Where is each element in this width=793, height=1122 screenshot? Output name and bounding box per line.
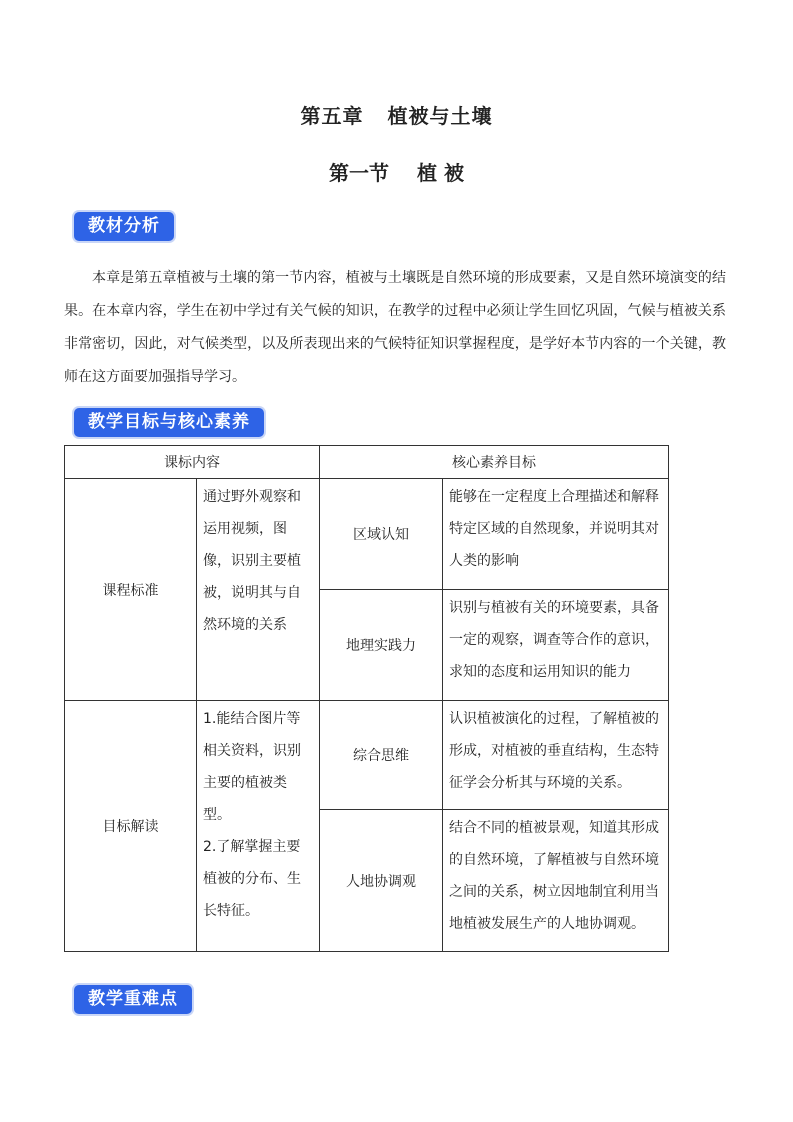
interpretation-content [197, 701, 320, 952]
goal-name: 人地协调观 [320, 810, 443, 952]
table-row [65, 479, 669, 590]
row-label-interpretation: 目标解读 [65, 701, 197, 952]
chapter-title [0, 100, 793, 129]
section-title [0, 157, 793, 186]
section-name: 植 被 [417, 161, 464, 185]
table-header-row [65, 446, 669, 479]
badge-textbook-analysis: 教材分析 [74, 212, 174, 241]
goal-desc-text: 识别与植被有关的环境要素，具备一定的观察，调查等合作的意识，求知的态度和运用知识的能力 [449, 600, 659, 680]
chapter-number: 第五章 [300, 104, 364, 128]
goal-desc [443, 479, 669, 590]
header-standard-content: 课标内容 [65, 446, 320, 479]
goal-desc [443, 810, 669, 952]
analysis-paragraph: 本章是第五章植被与土壤的第一节内容，植被与土壤既是自然环境的形成要素，又是自然环境演变的结果。在本章内容，学生在初中学过有关气候的知识，在教学的过程中必须让学生回忆巩固，气候与植被关系非常密切，因此，对气候类型，以及所表现出来的气候特征知识掌握程度，是学好本节内容的一个关键，教师在这方面要加强指导学习。 [64, 270, 726, 385]
goal-name: 地理实践力 [320, 590, 443, 701]
chapter-name: 植被与土壤 [387, 104, 493, 128]
goal-desc [443, 701, 669, 810]
goal-desc-text: 认识植被演化的过程，了解植被的形成，对植被的垂直结构，生态特征学会分析其与环境的关系。 [449, 711, 659, 791]
goal-name: 综合思维 [320, 701, 443, 810]
badge-key-difficulties: 教学重难点 [74, 985, 192, 1014]
table-row [65, 701, 669, 810]
goal-desc [443, 590, 669, 701]
goal-desc-text: 结合不同的植被景观，知道其形成的自然环境，了解植被与自然环境之间的关系，树立因地制宜利用当地植被发展生产的人地协调观。 [449, 820, 659, 932]
row-label-curriculum: 课程标准 [65, 479, 197, 701]
goal-name: 区域认知 [320, 479, 443, 590]
interpretation-text-2: 2.了解掌握主要植被的分布、生长特征。 [203, 839, 301, 919]
curriculum-content [197, 479, 320, 701]
section-number: 第一节 [329, 161, 390, 185]
interpretation-text-1: 1.能结合图片等相关资料，识别主要的植被类型。 [203, 711, 301, 823]
goals-table [64, 445, 669, 952]
header-core-goals: 核心素养目标 [320, 446, 669, 479]
curriculum-text: 通过野外观察和运用视频，图像，识别主要植被，说明其与自然环境的关系 [203, 489, 301, 633]
badge-goals: 教学目标与核心素养 [74, 408, 264, 437]
goal-desc-text: 能够在一定程度上合理描述和解释特定区域的自然现象，并说明其对人类的影响 [449, 489, 659, 569]
